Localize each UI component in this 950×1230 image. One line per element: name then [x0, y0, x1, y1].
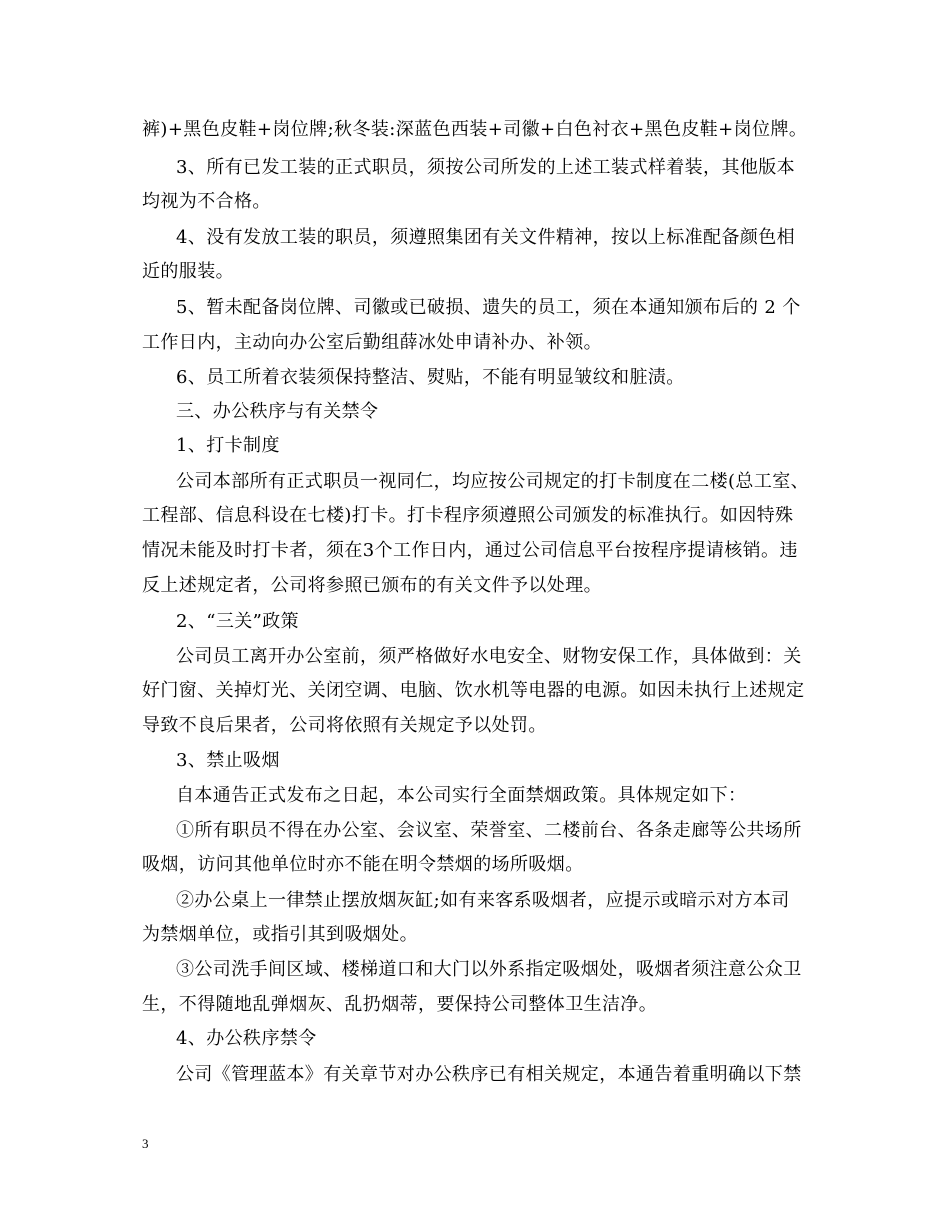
body-line: 3、所有已发工装的正式职员，须按公司所发的上述工装式样着装，其他版本: [176, 157, 796, 178]
subsection-heading: 3、禁止吸烟: [176, 750, 280, 771]
body-line: 公司员工离开办公室前，须严格做好水电安全、财物安保工作，具体做到：关: [176, 646, 802, 667]
body-line: 近的服装。: [142, 261, 234, 282]
section-heading: 三、办公秩序与有关禁令: [176, 401, 379, 422]
body-line: ③公司洗手间区域、楼梯道口和大门以外系指定吸烟处，吸烟者须注意公众卫: [176, 959, 802, 980]
body-line: 公司《管理蓝本》有关章节对办公秩序已有相关规定，本通告着重明确以下禁: [176, 1064, 802, 1085]
body-line: 情况未能及时打卡者，须在3个工作日内，通过公司信息平台按程序提请核销。违: [142, 540, 798, 561]
body-line: 6、员工所着衣装须保持整洁、熨贴，不能有明显皱纹和脏渍。: [176, 367, 685, 388]
body-line: 导致不良后果者，公司将依照有关规定予以处罚。: [142, 715, 547, 736]
subsection-heading: 4、办公秩序禁令: [176, 1028, 317, 1049]
subsection-heading: 1、打卡制度: [176, 435, 280, 456]
body-line: 裤)+黑色皮鞋+岗位牌;秋冬装:深蓝色西装+司徽+白色衬衣+黑色皮鞋+岗位牌。: [142, 119, 808, 140]
body-line: 自本通告正式发布之日起，本公司实行全面禁烟政策。具体规定如下：: [176, 785, 747, 806]
body-line: 吸烟，访问其他单位时亦不能在明令禁烟的场所吸烟。: [142, 854, 584, 875]
body-line: ②办公桌上一律禁止摆放烟灰缸;如有来客系吸烟者，应提示或暗示对方本司: [176, 890, 790, 911]
body-line: 工作日内，主动向办公室后勤组薛冰处申请补办、补领。: [142, 332, 602, 353]
body-line: 4、没有发放工装的职员，须遵照集团有关文件精神，按以上标准配备颜色相: [176, 227, 796, 248]
body-line: 公司本部所有正式职员一视同仁，均应按公司规定的打卡制度在二楼(总工室、: [176, 471, 810, 492]
body-line: 反上述规定者，公司将参照已颁布的有关文件予以处理。: [142, 575, 602, 596]
body-line: 工程部、信息科设在七楼)打卡。打卡程序须遵照公司颁发的标准执行。如因特殊: [142, 505, 794, 526]
body-line: 均视为不合格。: [142, 191, 271, 212]
body-line: 5、暂未配备岗位牌、司徽或已破损、遗失的员工，须在本通知颁布后的 2 个: [176, 297, 801, 318]
body-line: 好门窗、关掉灯光、关闭空调、电脑、饮水机等电器的电源。如因未执行上述规定: [142, 680, 805, 701]
subsection-heading: 2、“三关”政策: [176, 611, 300, 632]
body-line: 为禁烟单位，或指引其到吸烟处。: [142, 924, 418, 945]
body-line: ①所有职员不得在办公室、会议室、荣誉室、二楼前台、各条走廊等公共场所: [176, 820, 802, 841]
body-line: 生，不得随地乱弹烟灰、乱扔烟蒂，要保持公司整体卫生洁净。: [142, 994, 658, 1015]
page-number: 3: [142, 1136, 149, 1151]
